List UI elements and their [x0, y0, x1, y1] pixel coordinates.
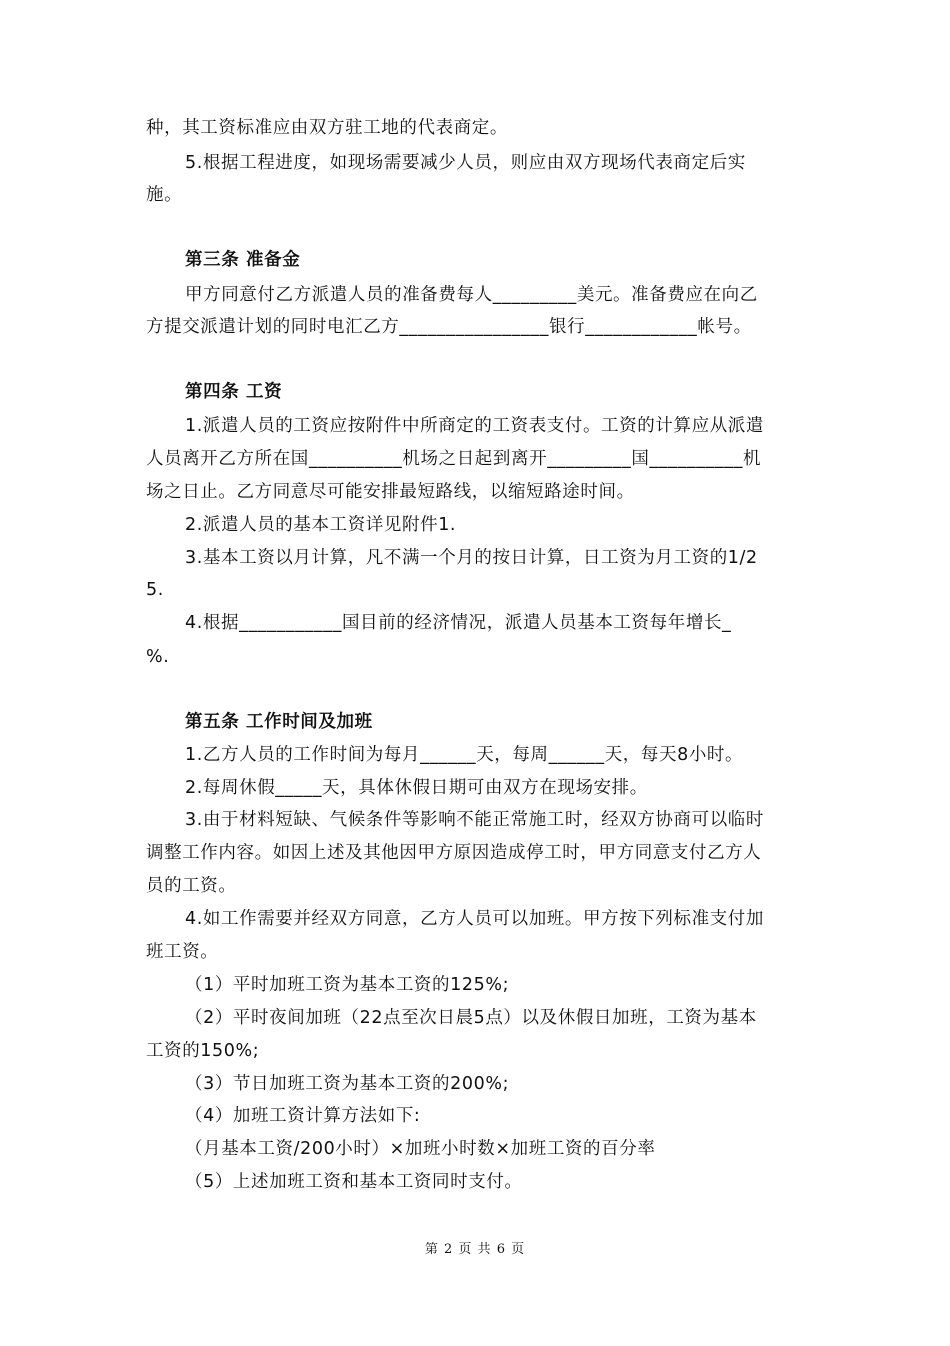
- text-line: 4.根据___________国目前的经济情况，派遣人员基本工资每年增长_: [185, 613, 732, 633]
- text-line: 人员离开乙方所在国__________机场之日起到离开_________国__________机: [146, 449, 762, 469]
- text-line: 2.派遣人员的基本工资详见附件1.: [185, 515, 457, 535]
- text-line: 3.基本工资以月计算，凡不满一个月的按日计算，日工资为月工资的1/2: [185, 548, 758, 568]
- page-footer: 第 2 页 共 6 页: [424, 1242, 526, 1257]
- text-line: 1.乙方人员的工作时间为每月______天，每周______天，每天8小时。: [185, 745, 744, 765]
- text-line: （1）平时加班工资为基本工资的125%;: [185, 975, 510, 995]
- text-line: 工资的150%;: [146, 1041, 260, 1061]
- text-line: 1.派遣人员的工资应按附件中所商定的工资表支付。工资的计算应从派遣: [185, 416, 764, 436]
- text-line: %.: [146, 647, 170, 667]
- text-line: 方提交派遣计划的同时电汇乙方________________银行____________帐号。: [146, 317, 752, 337]
- text-line: 2.每周休假_____天，具体休假日期可由双方在现场安排。: [185, 778, 648, 798]
- text-line: 调整工作内容。如因上述及其他因甲方原因造成停工时，甲方同意支付乙方人: [146, 843, 762, 863]
- text-line: （月基本工资/200小时）×加班小时数×加班工资的百分率: [185, 1139, 656, 1159]
- text-line: 员的工资。: [146, 876, 237, 896]
- text-line: （4）加班工资计算方法如下:: [185, 1106, 421, 1126]
- section-heading: 第三条 准备金: [185, 250, 301, 270]
- text-line: 3.由于材料短缺、气候条件等影响不能正常施工时，经双方协商可以临时: [185, 810, 764, 830]
- text-line: 5.根据工程进度，如现场需要减少人员，则应由双方现场代表商定后实: [185, 153, 746, 173]
- text-line: 甲方同意付乙方派遣人员的准备费每人_________美元。准备费应在向乙: [185, 285, 758, 305]
- text-line: 场之日止。乙方同意尽可能安排最短路线，以缩短路途时间。: [146, 482, 635, 502]
- text-line: 5.: [146, 580, 164, 600]
- text-line: 种，其工资标准应由双方驻工地的代表商定。: [146, 118, 508, 138]
- text-line: （3）节日加班工资为基本工资的200%;: [185, 1074, 510, 1094]
- section-heading: 第五条 工作时间及加班: [185, 712, 373, 732]
- text-line: 班工资。: [146, 942, 219, 962]
- text-line: （2）平时夜间加班（22点至次日晨5点）以及休假日加班，工资为基本: [185, 1008, 757, 1028]
- text-line: 施。: [146, 185, 183, 205]
- text-line: （5）上述加班工资和基本工资同时支付。: [185, 1172, 523, 1192]
- section-heading: 第四条 工资: [185, 382, 283, 402]
- text-line: 4.如工作需要并经双方同意，乙方人员可以加班。甲方按下列标准支付加: [185, 909, 764, 929]
